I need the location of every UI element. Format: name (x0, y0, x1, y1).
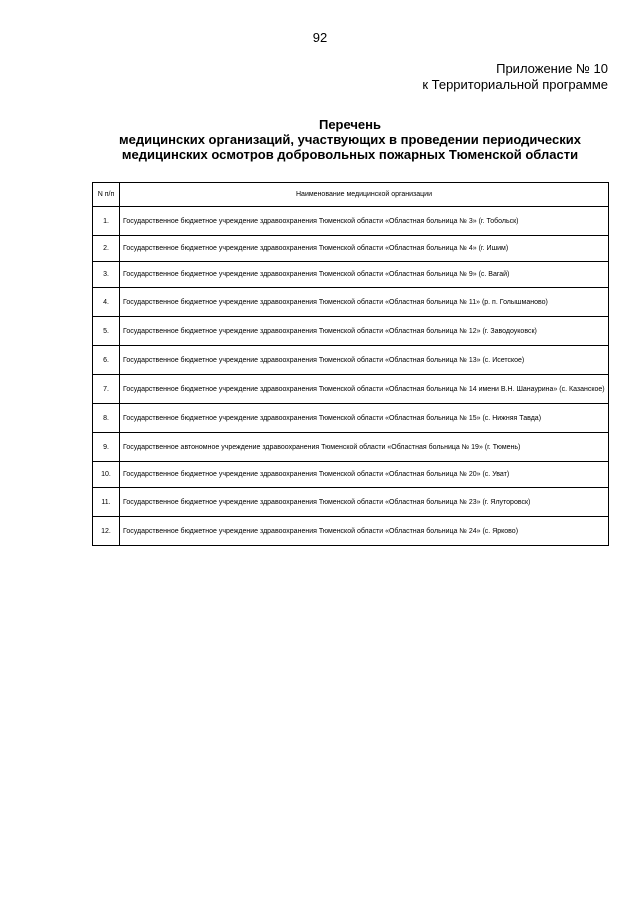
appendix-line-1: Приложение № 10 (496, 61, 608, 76)
row-number: 1. (93, 207, 120, 236)
row-number: 11. (93, 488, 120, 517)
header-org-name: Наименование медицинской организации (120, 183, 609, 207)
org-name: Государственное бюджетное учреждение здравоохранения Тюменской области «Областная больница № 13» (с. Исетское) (120, 346, 609, 375)
appendix-caption (422, 61, 608, 93)
org-name: Государственное бюджетное учреждение здравоохранения Тюменской области «Областная больница № 4» (г. Ишим) (120, 236, 609, 262)
org-name: Государственное бюджетное учреждение здравоохранения Тюменской области «Областная больница № 15» (с. Нижняя Тавда) (120, 404, 609, 433)
org-name: Государственное бюджетное учреждение здравоохранения Тюменской области «Областная больница № 20» (с. Уват) (120, 462, 609, 488)
row-number: 8. (93, 404, 120, 433)
table-row (93, 317, 609, 346)
org-name: Государственное бюджетное учреждение здравоохранения Тюменской области «Областная больница № 9» (с. Вагай) (120, 262, 609, 288)
table-row (93, 262, 609, 288)
row-number: 12. (93, 517, 120, 546)
table-row (93, 462, 609, 488)
row-number: 6. (93, 346, 120, 375)
row-number: 3. (93, 262, 120, 288)
table-row (93, 207, 609, 236)
org-name: Государственное бюджетное учреждение здравоохранения Тюменской области «Областная больница № 11» (р. п. Голышманово) (120, 288, 609, 317)
organizations-table (92, 182, 609, 546)
table-row (93, 404, 609, 433)
row-number: 10. (93, 462, 120, 488)
row-number: 2. (93, 236, 120, 262)
table-header-row (93, 183, 609, 207)
table-row (93, 517, 609, 546)
header-number: N п/п (93, 183, 120, 207)
org-name: Государственное бюджетное учреждение здравоохранения Тюменской области «Областная больница № 24» (с. Ярково) (120, 517, 609, 546)
org-name: Государственное бюджетное учреждение здравоохранения Тюменской области «Областная больница № 3» (г. Тобольск) (120, 207, 609, 236)
page-number: 92 (312, 30, 328, 45)
document-title (60, 117, 640, 162)
title-line-2: медицинских организаций, участвующих в проведении периодических (119, 132, 581, 147)
org-name: Государственное автономное учреждение здравоохранения Тюменской области «Областная больница № 19» (г. Тюмень) (120, 433, 609, 462)
org-name: Государственное бюджетное учреждение здравоохранения Тюменской области «Областная больница № 23» (г. Ялуторовск) (120, 488, 609, 517)
row-number: 5. (93, 317, 120, 346)
row-number: 7. (93, 375, 120, 404)
org-name: Государственное бюджетное учреждение здравоохранения Тюменской области «Областная больница № 14 имени В.Н. Шанаурина» (с. Казанское) (120, 375, 609, 404)
table-row (93, 488, 609, 517)
table-row (93, 236, 609, 262)
table-row (93, 433, 609, 462)
appendix-line-2: к Территориальной программе (422, 77, 608, 92)
table-row (93, 288, 609, 317)
org-name: Государственное бюджетное учреждение здравоохранения Тюменской области «Областная больница № 12» (г. Заводоуковск) (120, 317, 609, 346)
title-line-1: Перечень (318, 117, 382, 132)
row-number: 4. (93, 288, 120, 317)
row-number: 9. (93, 433, 120, 462)
table-row (93, 346, 609, 375)
title-line-3: медицинских осмотров добровольных пожарных Тюменской области (121, 147, 579, 162)
table-row (93, 375, 609, 404)
